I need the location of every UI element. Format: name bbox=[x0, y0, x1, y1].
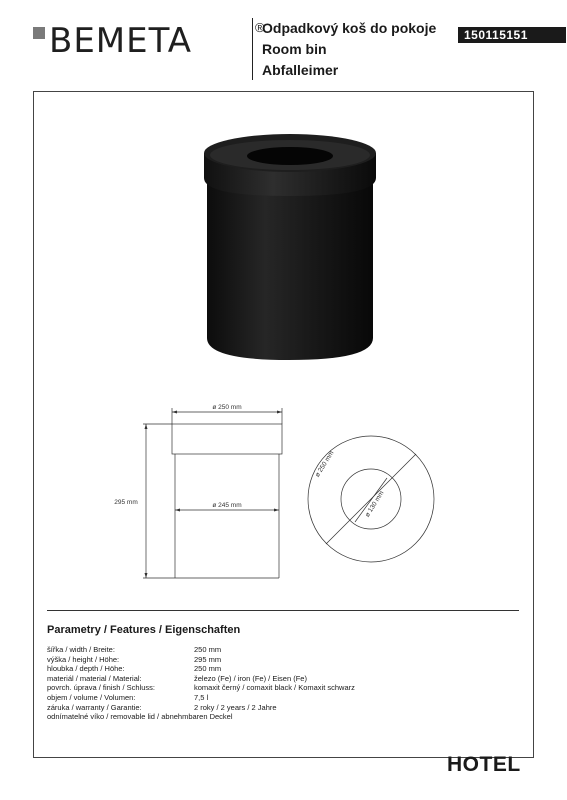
title-english: Room bin bbox=[262, 41, 327, 57]
param-label: výška / height / Höhe: bbox=[47, 654, 120, 664]
parameters-title: Parametry / Features / Eigenschaften bbox=[47, 624, 241, 636]
title-czech: Odpadkový koš do pokoje bbox=[262, 20, 437, 36]
param-row bbox=[47, 645, 355, 655]
title-german: Abfalleimer bbox=[262, 62, 339, 78]
param-row bbox=[47, 655, 355, 665]
param-value: 7,5 l bbox=[194, 692, 209, 702]
dim-inner-diameter: ø 130 mm bbox=[364, 489, 386, 519]
dim-body-width: ø 245 mm bbox=[212, 502, 242, 509]
param-row bbox=[47, 683, 355, 693]
param-label: objem / volume / Volumen: bbox=[47, 692, 136, 702]
dim-height: 295 mm bbox=[114, 499, 138, 506]
segment-label: HOTEL bbox=[447, 753, 521, 776]
param-row bbox=[47, 712, 355, 722]
param-row bbox=[47, 664, 355, 674]
parameters-table bbox=[47, 645, 355, 722]
param-label: záruka / warranty / Garantie: bbox=[47, 702, 142, 712]
product-code: 150115151 bbox=[458, 27, 566, 43]
param-value: 250 mm bbox=[194, 645, 222, 654]
param-label: povrch. úprava / finish / Schluss: bbox=[47, 683, 155, 693]
param-row bbox=[47, 693, 355, 703]
param-value: železo (Fe) / iron (Fe) / Eisen (Fe) bbox=[194, 673, 307, 683]
logo-wordmark: BEMETA bbox=[49, 21, 193, 61]
param-value: 250 mm bbox=[194, 664, 222, 674]
param-value: 295 mm bbox=[194, 654, 222, 664]
param-row bbox=[47, 703, 355, 713]
registered-mark: ® bbox=[255, 20, 265, 35]
dim-top-width: ø 250 mm bbox=[212, 404, 242, 411]
param-label: materiál / material / Material: bbox=[47, 673, 142, 683]
param-label: hloubka / depth / Höhe: bbox=[47, 664, 125, 674]
param-row bbox=[47, 674, 355, 684]
param-label: odnímatelné víko / removable lid / abnehmbaren Deckel bbox=[47, 712, 233, 722]
dim-outer-diameter: ø 250 mm bbox=[314, 449, 336, 479]
param-value: 2 roky / 2 years / 2 Jahre bbox=[194, 702, 277, 712]
param-value: komaxit černý / comaxit black / Komaxit schwarz bbox=[194, 683, 355, 693]
section-divider bbox=[47, 610, 519, 611]
param-label: šířka / width / Breite: bbox=[47, 645, 115, 654]
